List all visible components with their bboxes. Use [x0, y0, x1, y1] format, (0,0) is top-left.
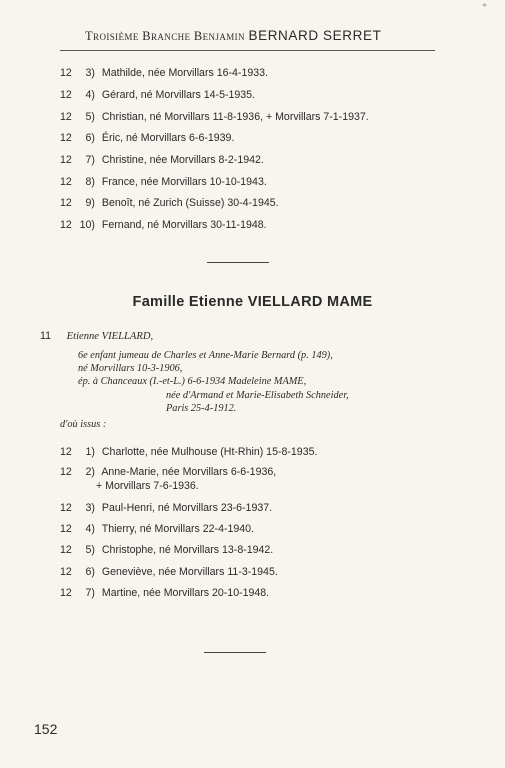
list-item: 12 4) Thierry, né Morvillars 22-4-1940. [60, 523, 255, 535]
list-item: 12 5) Christophe, né Morvillars 13-8-1942. [60, 544, 274, 556]
list-item: 12 1) Charlotte, née Mulhouse (Ht-Rhin) 15-8-1935. [60, 446, 318, 458]
list-item: 12 7) Christine, née Morvillars 8-2-1942. [60, 154, 264, 166]
list-item: 12 3) Paul-Henri, né Morvillars 23-6-1937. [60, 502, 273, 514]
header-rule [60, 50, 435, 51]
issue-label: d'où issus : [60, 419, 107, 430]
page-number: 152 [34, 721, 58, 737]
list-item: 12 6) Éric, né Morvillars 6-6-1939. [60, 132, 235, 144]
description-line: née d'Armand et Marie-Elisabeth Schneider, [166, 390, 349, 401]
family-head-generation: 11 [40, 330, 51, 342]
list-item-continuation: + Morvillars 7-6-1936. [96, 480, 199, 492]
description-line: ép. à Chanceaux (I.-et-L.) 6-6-1934 Madeleine MAME, [78, 376, 307, 387]
list-item: 12 7) Martine, née Morvillars 20-10-1948. [60, 587, 270, 599]
list-item: 12 3) Mathilde, née Morvillars 16-4-1933. [60, 67, 268, 79]
bottom-divider [204, 652, 266, 653]
family-head-name: Etienne VIELLARD, [66, 331, 154, 342]
section-divider [207, 262, 269, 263]
running-head-family: BERNARD SERRET [248, 28, 382, 43]
list-item: 12 10) Fernand, né Morvillars 30-11-1948. [60, 219, 267, 231]
description-line: né Morvillars 10-3-1906, [78, 363, 183, 374]
running-head [85, 28, 405, 44]
section-title: Famille Etienne VIELLARD MAME [132, 294, 373, 310]
list-item: 12 6) Geneviève, née Morvillars 11-3-1945. [60, 566, 278, 578]
list-item: 12 8) France, née Morvillars 10-10-1943. [60, 176, 267, 188]
list-item: 12 9) Benoît, né Zurich (Suisse) 30-4-1945. [60, 197, 279, 209]
family-head-line [40, 330, 153, 342]
description-line: 6e enfant jumeau de Charles et Anne-Marie Bernard (p. 149), [78, 350, 333, 361]
list-item: 12 2) Anne-Marie, née Morvillars 6-6-1936, + Morvillars 7-6-1936. [60, 466, 277, 492]
running-head-branch: Troisième Branche Benjamin [85, 29, 245, 43]
list-item: 12 5) Christian, né Morvillars 11-8-1936, + Morvillars 7-1-1937. [60, 111, 369, 123]
description-line: Paris 25-4-1912. [166, 403, 237, 414]
list-item: 12 4) Gérard, né Morvillars 14-5-1935. [60, 89, 255, 101]
corner-mark: * [482, 2, 487, 13]
